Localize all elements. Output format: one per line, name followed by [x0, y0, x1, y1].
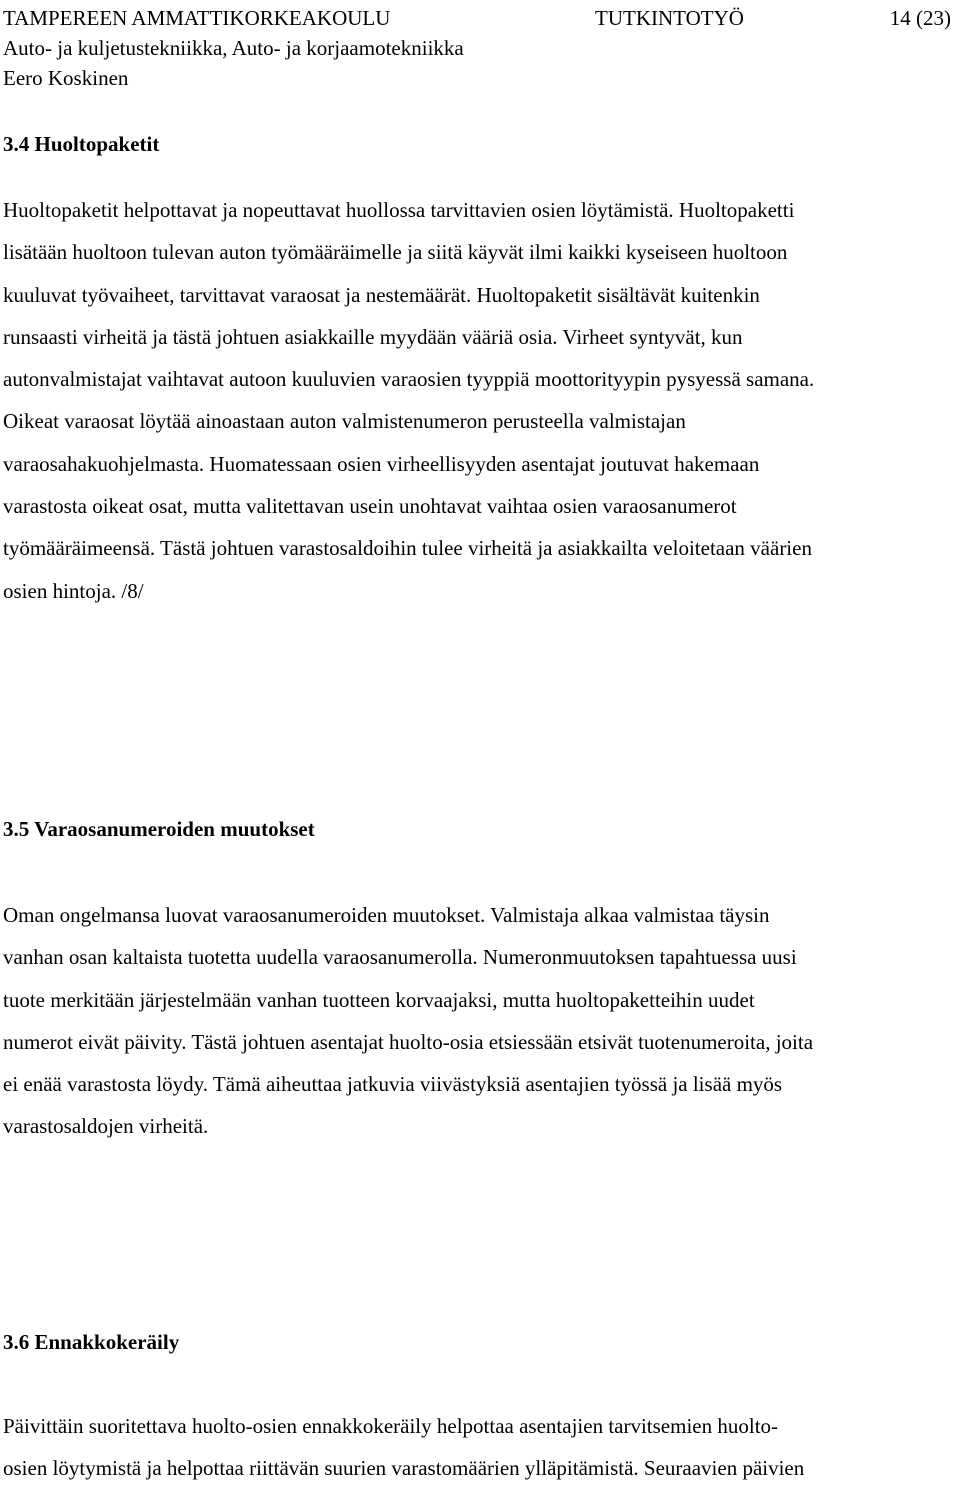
paragraph-line: autonvalmistajat vaihtavat autoon kuuluvien varaosien tyyppiä moottorityypin pysyessä samana.	[3, 367, 815, 392]
paragraph-line: osien hintoja. /8/	[3, 578, 144, 603]
section-paragraph-3-4	[3, 189, 958, 612]
paragraph-line: runsaasti virheitä ja tästä johtuen asiakkaille myydään vääriä osia. Virheet syntyvät, kun	[3, 324, 743, 349]
section-heading-3-6: 3.6 Ennakkokeräily	[3, 1330, 180, 1354]
header-institution: TAMPEREEN AMMATTIKORKEAKOULU	[3, 6, 391, 30]
header-doc-type: TUTKINTOTYÖ	[595, 6, 744, 30]
paragraph-line: Oikeat varaosat löytää ainoastaan auton valmistenumeron perusteella valmistajan	[3, 409, 686, 434]
header-page-number: 14 (23)	[889, 6, 951, 30]
paragraph-line: vanhan osan kaltaista tuotetta uudella varaosanumerolla. Numeronmuutoksen tapahtuessa uusi	[3, 945, 797, 970]
header-author: Eero Koskinen	[3, 66, 129, 90]
header-top-row	[3, 3, 955, 33]
paragraph-line: työmääräimeensä. Tästä johtuen varastosaldoihin tulee virheitä ja asiakkailta veloitetaan väärien	[3, 536, 812, 561]
paragraph-line: Oman ongelmansa luovat varaosanumeroiden muutokset. Valmistaja alkaa valmistaa täysin	[3, 903, 770, 927]
header-author-row	[3, 63, 955, 93]
section-paragraph-3-6	[3, 1405, 958, 1490]
section-heading-3-4: 3.4 Huoltopaketit	[3, 132, 160, 156]
paragraph-line: lisätään huoltoon tulevan auton työmääräimelle ja siitä käyvät ilmi kaikki kyseiseen huoltoon	[3, 240, 788, 265]
paragraph-line: osien löytymistä ja helpottaa riittävän suurien varastomäärien ylläpitämistä. Seuraavien päivien	[3, 1456, 805, 1481]
section-paragraph-3-5	[3, 894, 958, 1148]
paragraph-line: varastosta oikeat osat, mutta valitettavan usein unohtavat vaihtaa osien varaosanumerot	[3, 494, 737, 519]
paragraph-line: tuote merkitään järjestelmään vanhan tuotteen korvaajaksi, mutta huoltopaketteihin uudet	[3, 987, 755, 1012]
page-header	[3, 3, 955, 93]
paragraph-line: kuuluvat työvaiheet, tarvittavat varaosat ja nestemäärät. Huoltopaketit sisältävät kuitenkin	[3, 282, 760, 307]
header-department-row	[3, 33, 955, 63]
paragraph-line: Huoltopaketit helpottavat ja nopeuttavat huollossa tarvittavien osien löytämistä. Huoltopaketti	[3, 198, 795, 222]
section-heading-3-5: 3.5 Varaosanumeroiden muutokset	[3, 817, 315, 841]
paragraph-line: varaosahakuohjelmasta. Huomatessaan osien virheellisyyden asentajat joutuvat hakemaan	[3, 451, 760, 476]
paragraph-line: varastosaldojen virheitä.	[3, 1114, 209, 1139]
paragraph-line: ei enää varastosta löydy. Tämä aiheuttaa jatkuvia viivästyksiä asentajien työssä ja lisää myös	[3, 1072, 783, 1097]
paragraph-line: Päivittäin suoritettava huolto-osien ennakkokeräily helpottaa asentajien tarvitsemien huolto-	[3, 1414, 779, 1438]
paragraph-line: numerot eivät päivity. Tästä johtuen asentajat huolto-osia etsiessään etsivät tuotenumeroita, joita	[3, 1029, 814, 1054]
header-department: Auto- ja kuljetustekniikka, Auto- ja korjaamotekniikka	[3, 36, 464, 60]
